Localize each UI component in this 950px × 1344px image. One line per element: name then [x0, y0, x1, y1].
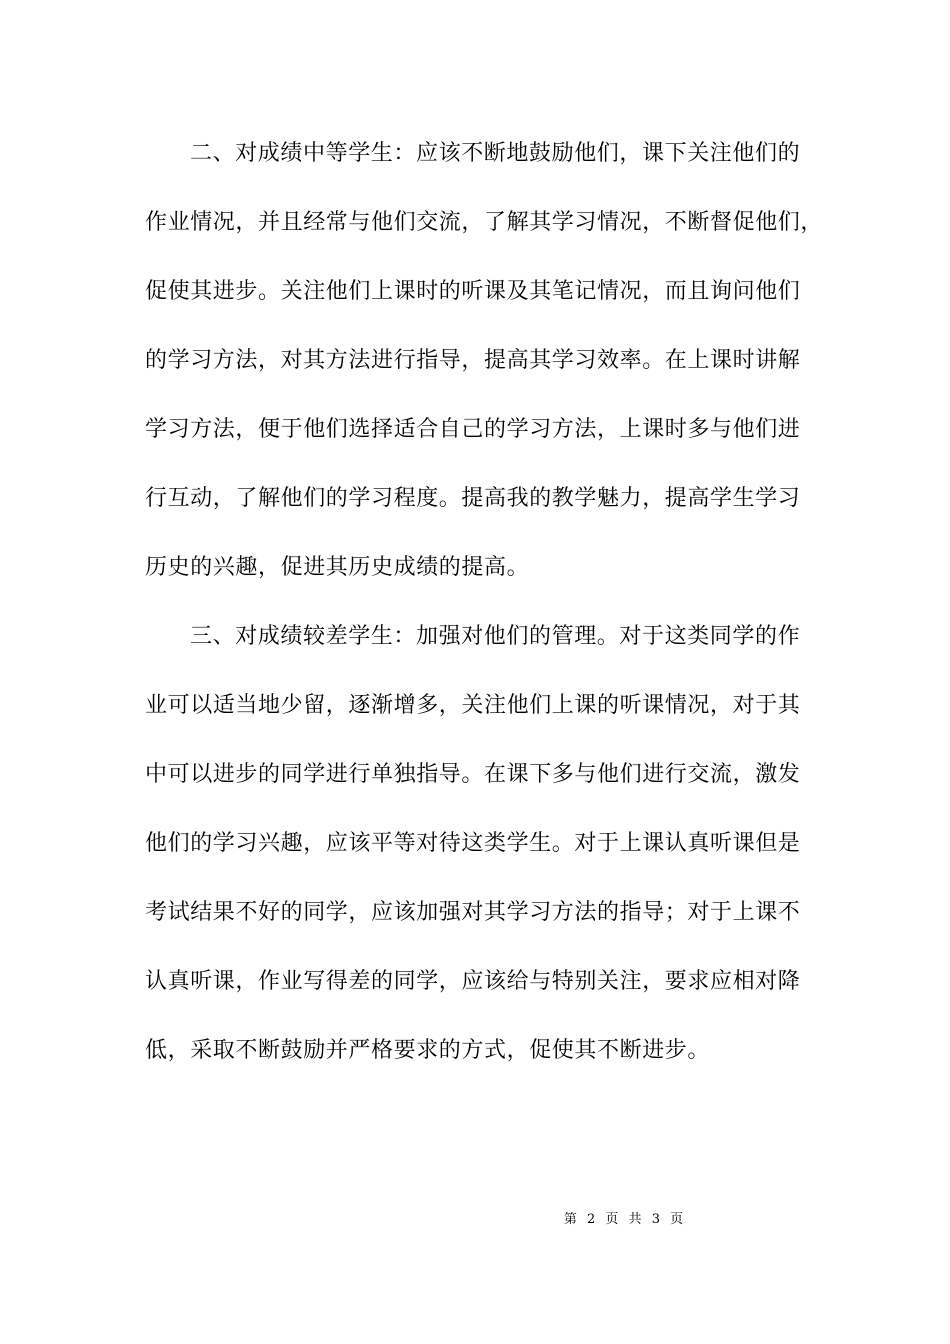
- page-number: 第 2 页 共 3 页: [563, 1212, 687, 1227]
- paragraph-line: 低，采取不断鼓励并严格要求的方式，促使其不断进步。: [145, 1038, 711, 1063]
- paragraph-line: 二、对成绩中等学生：应该不断地鼓励他们，课下关注他们的: [190, 141, 801, 166]
- paragraph-line: 的学习方法，对其方法进行指导，提高其学习效率。在上课时讲解: [145, 348, 801, 373]
- paragraph-line: 历史的兴趣，促进其历史成绩的提高。: [145, 555, 530, 580]
- paragraph-line: 考试结果不好的同学，应该加强对其学习方法的指导；对于上课不: [145, 900, 801, 925]
- paragraph-line: 中可以进步的同学进行单独指导。在课下多与他们进行交流，激发: [145, 762, 801, 787]
- paragraph-line: 作业情况，并且经常与他们交流，了解其学习情况，不断督促他们，: [145, 210, 824, 235]
- paragraph-line: 行互动，了解他们的学习程度。提高我的教学魅力，提高学生学习: [145, 486, 801, 511]
- body-text: [145, 131, 824, 1097]
- page-footer: [0, 1208, 950, 1227]
- paragraph-line: 业可以适当地少留，逐渐增多，关注他们上课的听课情况，对于其: [145, 693, 801, 718]
- paragraph-line: 学习方法，便于他们选择适合自己的学习方法，上课时多与他们进: [145, 417, 801, 442]
- paragraph-line: 他们的学习兴趣，应该平等对待这类学生。对于上课认真听课但是: [145, 831, 801, 856]
- paragraph-line: 认真听课，作业写得差的同学，应该给与特别关注，要求应相对降: [145, 969, 801, 994]
- paragraph-line: 促使其进步。关注他们上课时的听课及其笔记情况，而且询问他们: [145, 279, 801, 304]
- paragraph-line: 三、对成绩较差学生：加强对他们的管理。对于这类同学的作: [190, 624, 801, 649]
